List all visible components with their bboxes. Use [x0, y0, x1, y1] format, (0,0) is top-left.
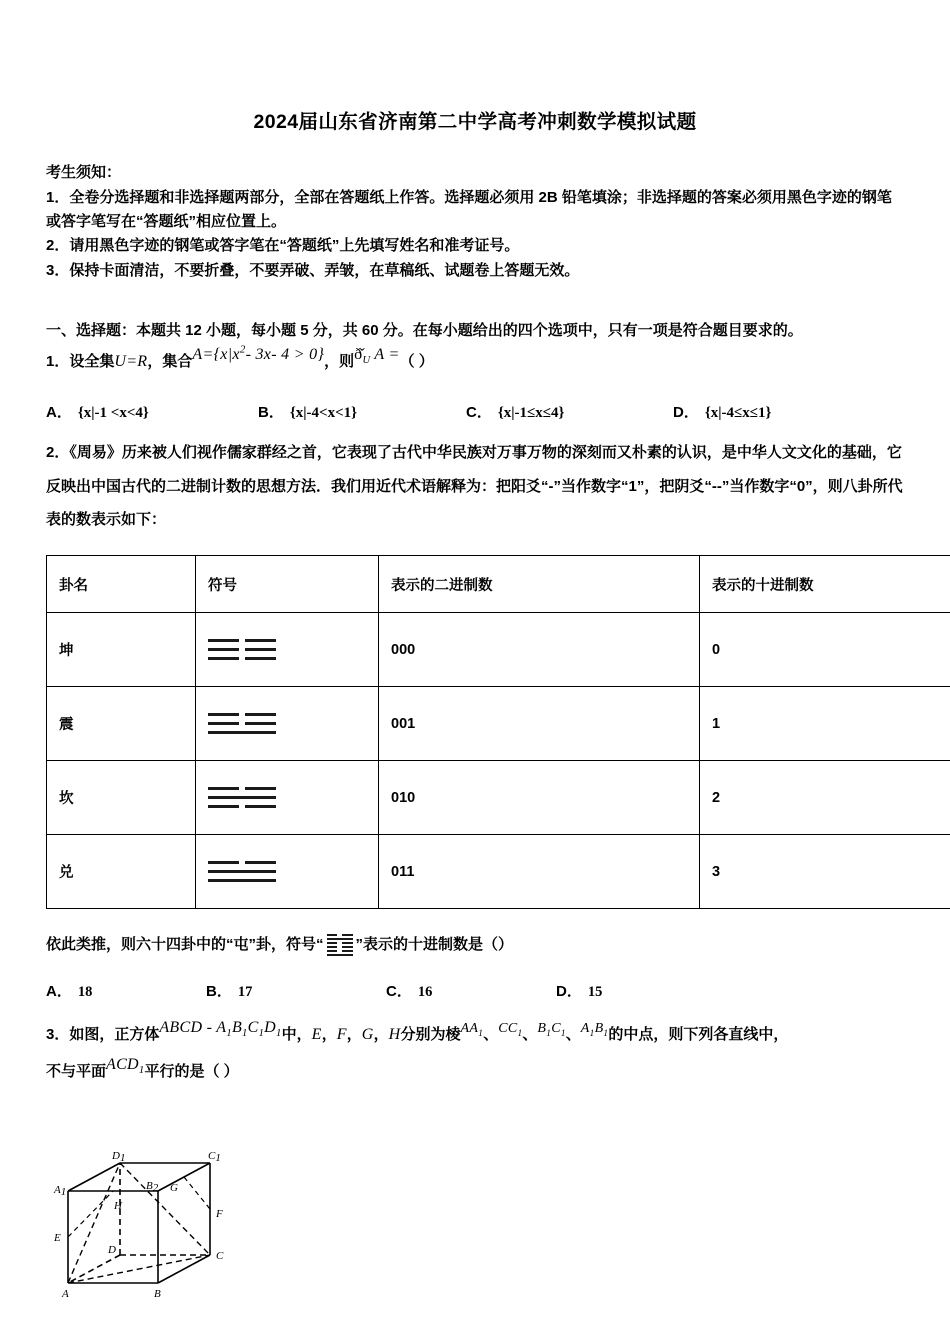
gua-binary-kan: 010 — [379, 761, 700, 835]
q3-edge-cc1: $CC_1$ — [498, 1021, 523, 1038]
q3-stem-1: 如图，正方体 — [69, 1026, 160, 1044]
q1-stem-before: 设全集 — [69, 353, 115, 371]
gua-decimal-kan: 2 — [700, 761, 950, 835]
gua-symbol-kun — [196, 613, 379, 687]
q3-plane-name — [106, 1055, 145, 1077]
trigram-icon-zhen — [208, 707, 276, 740]
q3-cube-name-main: ABCD - A — [159, 1019, 227, 1037]
q3-stem-2: 中， — [281, 1026, 312, 1044]
q1-option-c-label: C． — [466, 403, 492, 421]
label-C: C — [216, 1249, 224, 1262]
segment-AD1 — [68, 1163, 120, 1283]
candidate-notice — [46, 161, 904, 282]
q1-option-b-label: B． — [258, 403, 284, 421]
label-D: D — [108, 1243, 116, 1256]
table-row — [47, 761, 950, 835]
label-C1: C1 — [208, 1149, 221, 1164]
gua-name-kun: 坤 — [47, 613, 196, 687]
q3-number: 3． — [46, 1026, 70, 1044]
segment-D1C — [120, 1163, 210, 1255]
table-row — [47, 613, 950, 687]
q1-option-d-label: D． — [673, 403, 699, 421]
trigram-icon-kan — [208, 781, 276, 814]
table-header-name: 卦名 — [47, 556, 196, 613]
table-header-binary: 表示的二进制数 — [379, 556, 700, 613]
table-row — [47, 835, 950, 909]
q3-cube-name-c: C — [247, 1019, 259, 1037]
page-title: 2024届山东省济南第二中学高考冲刺数学模拟试题 — [253, 111, 697, 133]
gua-decimal-kun: 0 — [700, 613, 950, 687]
q1-number: 1． — [46, 353, 70, 371]
q1-complement-sub: U — [362, 355, 371, 367]
bagua-table — [46, 555, 950, 909]
cube-figure — [50, 1135, 904, 1305]
edge-DA-hidden — [68, 1255, 120, 1283]
q2-option-a[interactable] — [46, 980, 206, 1001]
q1-complement-arg: A — [374, 346, 385, 364]
label-A: A — [62, 1287, 69, 1300]
label-B1: B2 — [146, 1179, 159, 1194]
segment-EH — [68, 1191, 113, 1237]
label-F: F — [216, 1207, 223, 1220]
label-B: B — [154, 1287, 161, 1300]
cube-diagram-svg — [50, 1135, 250, 1300]
gua-decimal-dui: 3 — [700, 835, 950, 909]
q1-stem-mid: ，集合 — [147, 353, 193, 371]
segment-GF — [184, 1177, 210, 1209]
q1-option-b[interactable] — [258, 401, 466, 422]
q1-set-rest: - 3 — [245, 346, 264, 364]
edge-BC — [158, 1255, 210, 1283]
gua-name-zhen: 震 — [47, 687, 196, 761]
q3-point-f: F — [336, 1026, 347, 1044]
q1-set-definition — [192, 343, 325, 364]
question-2 — [46, 436, 904, 537]
hexagram-icon-zhun — [327, 932, 353, 958]
label-G: G — [170, 1181, 178, 1194]
q3-stem-6: 平行的是（ ） — [144, 1062, 239, 1080]
q1-set-eq: = — [202, 346, 214, 364]
q3-cube-sub-3: 1 — [258, 1028, 265, 1040]
q2-followup-before: 依此类推，则六十四卦中的“屯”卦，符号“ — [46, 936, 324, 954]
q2-followup-after: ”表示的十进制数是（） — [355, 936, 514, 954]
gua-symbol-zhen — [196, 687, 379, 761]
q3-edge-aa1: $AA_1$ — [460, 1021, 484, 1038]
q3-cube-sub-2: 1 — [242, 1028, 248, 1040]
q3-edge-b1c1: $B_1C_1$ — [537, 1021, 566, 1038]
q1-option-c-text: {x|-1≤x≤4} — [497, 404, 565, 421]
q1-option-b-text: {x|-4<x<1} — [289, 404, 358, 421]
gua-name-kan: 坎 — [47, 761, 196, 835]
q3-plane-letters: ACD — [106, 1055, 139, 1073]
q3-point-e: E — [311, 1026, 322, 1044]
table-header-row — [47, 556, 950, 613]
q2-option-a-text: 18 — [77, 984, 93, 1001]
gua-decimal-zhen: 1 — [700, 687, 950, 761]
q1-set-x: x — [232, 346, 240, 364]
q1-complement-eq: = — [388, 346, 400, 364]
gua-symbol-dui — [196, 835, 379, 909]
q2-option-b-label: B． — [206, 983, 232, 1001]
q1-option-c[interactable] — [466, 401, 673, 422]
question-1-options — [46, 401, 904, 422]
q2-option-d-text: 15 — [587, 984, 603, 1001]
table-header-symbol: 符号 — [196, 556, 379, 613]
q1-set-close: } — [317, 346, 325, 364]
notice-line-3: 3．保持卡面清洁，不要折叠，不要弄破、弄皱，在草稿纸、试题卷上答题无效。 — [46, 261, 580, 279]
q1-set-open: { — [213, 346, 221, 364]
q2-option-b-text: 17 — [237, 984, 253, 1001]
q3-plane-sub: 1 — [138, 1065, 145, 1077]
q1-complement-expression — [354, 346, 400, 367]
q1-set-tail: - 4 > 0 — [271, 346, 318, 364]
q2-option-c-label: C． — [386, 983, 412, 1001]
q1-option-a[interactable] — [46, 401, 258, 422]
notice-heading: 考生须知： — [46, 164, 122, 182]
notice-line-2: 2．请用黑色字迹的钢笔或答字笔在“答题纸”上先填写姓名和准考证号。 — [46, 237, 520, 255]
q1-set-bar: | — [227, 346, 233, 364]
q1-set-power: 2 — [239, 343, 246, 356]
q2-option-c[interactable] — [386, 980, 556, 1001]
question-2-followup — [46, 925, 904, 958]
q2-option-c-text: 16 — [417, 984, 433, 1001]
gua-binary-kun: 000 — [379, 613, 700, 687]
label-H: H — [114, 1199, 122, 1212]
table-header-decimal: 表示的十进制数 — [700, 556, 950, 613]
q1-stem-after: ，则 — [324, 353, 355, 371]
notice-line-1: 1．全卷分选择题和非选择题两部分，全部在答题纸上作答。选择题必须用 2B 铅笔填涂；非选择题的答案必须用黑色字迹的钢笔或答字笔写在“答题纸”相应位置上。 — [46, 188, 892, 230]
q2-option-a-label: A． — [46, 983, 72, 1001]
q1-option-d-text: {x|-4≤x≤1} — [704, 404, 772, 421]
label-A1: A1 — [54, 1183, 67, 1198]
label-E: E — [54, 1231, 61, 1244]
question-3: 3．如图，正方体ABCD - $A_1B_1C_1D_1$中，E，F，G，H分别为棱$AA_1$、$CC_1$、$B_1C_1$、$A_1B_1$的中点，则下列各直线中， 不与平面$ACD_1$平行的是（ ） — [46, 1019, 789, 1080]
q3-point-h: H — [388, 1026, 401, 1044]
question-2-options — [46, 980, 904, 1001]
gua-binary-zhen: 001 — [379, 687, 700, 761]
question-1 — [46, 343, 904, 379]
q1-set-lhs: A — [192, 346, 203, 364]
edge-A1D1 — [68, 1163, 120, 1191]
q3-cube-name — [159, 1019, 282, 1040]
trigram-icon-kun — [208, 633, 276, 666]
label-D1: D1 — [112, 1149, 126, 1164]
q3-stem-3: 分别为棱 — [400, 1026, 461, 1044]
q1-universe: U=R — [114, 353, 148, 371]
q1-set-var: x — [220, 346, 228, 364]
q3-edge-a1b1: $A_1B_1$ — [580, 1021, 609, 1038]
gua-symbol-kan — [196, 761, 379, 835]
q3-cube-sub-1: 1 — [226, 1028, 232, 1040]
gua-name-dui: 兑 — [47, 835, 196, 909]
q3-stem-4: 的中点，则下列各直线中， — [608, 1026, 789, 1044]
q3-stem-5: 不与平面 — [46, 1062, 107, 1080]
q2-paragraph: 《周易》历来被人们视作儒家群经之首，它表现了古代中华民族对万事万物的深刻而又朴素的认识，是中华人文文化的基础，它反映出中国古代的二进制计数的思想方法．我们用近代术语解释为：把阳爻“-”当作数字“1”，把阴爻“--”当作数字“0”，则八卦所代表的数表示如下： — [46, 443, 903, 529]
q1-option-d[interactable] — [673, 401, 771, 422]
q2-option-d-label: D． — [556, 983, 582, 1001]
q3-cube-name-b: B — [231, 1019, 243, 1037]
table-row — [47, 687, 950, 761]
q1-answer-paren: （ ） — [399, 353, 434, 371]
q3-cube-sub-4: 1 — [276, 1028, 282, 1040]
q1-option-a-label: A． — [46, 403, 72, 421]
q3-point-g: G — [361, 1026, 374, 1044]
complement-icon: ð̌ — [354, 346, 363, 364]
q1-option-a-text: {x|-1 <x<4} — [77, 404, 149, 421]
q2-option-d[interactable] — [556, 980, 602, 1001]
section-heading: 一、选择题：本题共 12 小题，每小题 5 分，共 60 分。在每小题给出的四个选项中，只有一项是符合题目要求的。 — [46, 321, 803, 339]
q2-number: 2． — [46, 443, 70, 461]
segment-AC — [68, 1255, 210, 1283]
q1-set-x2: x — [263, 346, 272, 364]
q2-option-b[interactable] — [206, 980, 386, 1001]
q3-cube-name-d: D — [264, 1019, 277, 1037]
trigram-icon-dui — [208, 855, 276, 888]
gua-binary-dui: 011 — [379, 835, 700, 909]
